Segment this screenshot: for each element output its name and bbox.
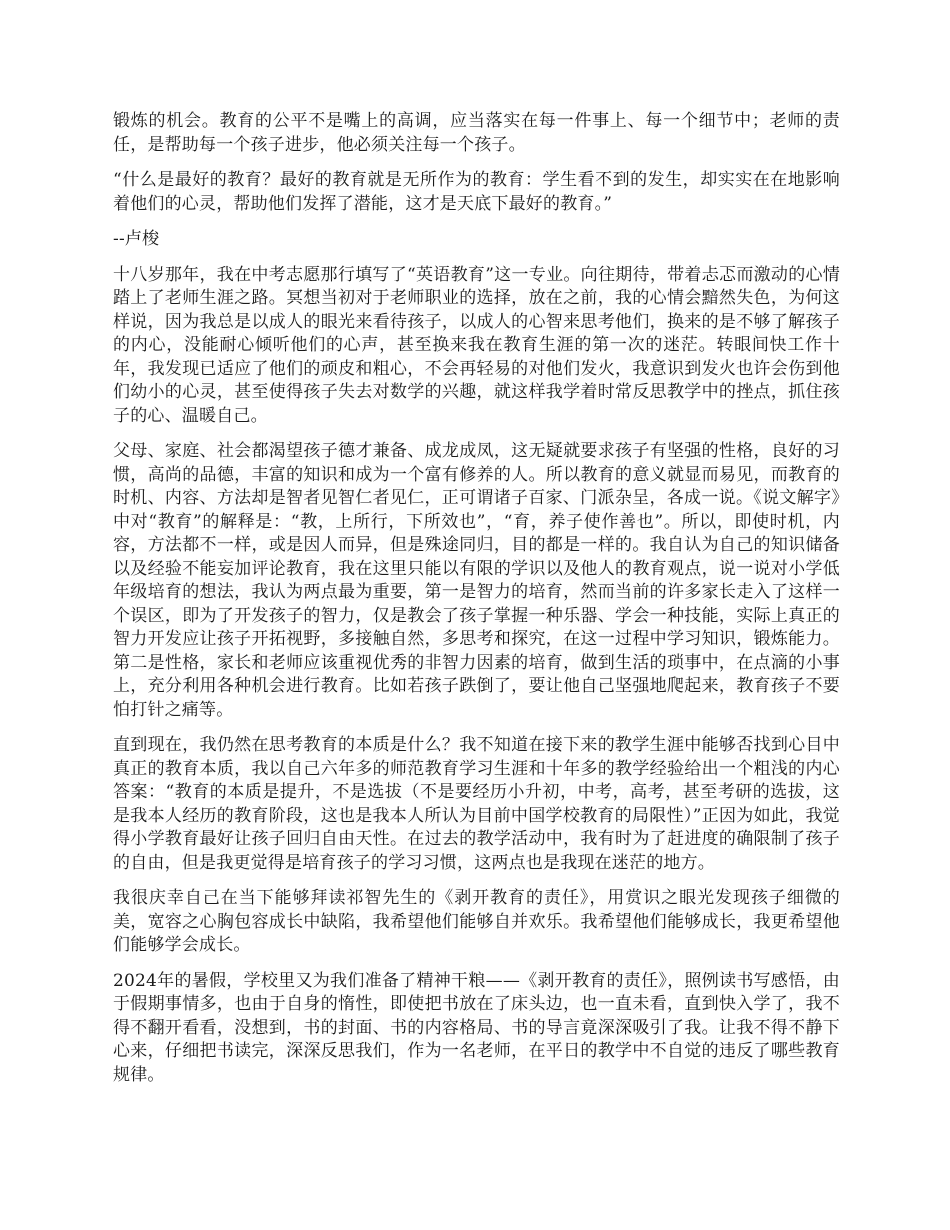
paragraph-education-essence: 直到现在，我仍然在思考教育的本质是什么？我不知道在接下来的教学生涯中能够否找到心目中真正的教育本质，我以自己六年多的师范教育学习生涯和十年多的教学经验给出一个粗浅的内心答案：“教育的本质是提升，不是选拔（不是要经历小升初，中考，高考，甚至考研的选拔，这是我本人经历的教育阶段，这也是我本人所认为目前中国学校教育的局限性）”正因为如此，我觉得小学教育最好让孩子回归自由天性。在过去的教学活动中，我有时为了赶进度的确限制了孩子的自由，但是我更觉得是培育孩子的学习习惯，这两点也是我现在迷茫的地方。 — [113, 735, 840, 873]
paragraph-career-start: 十八岁那年，我在中考志愿那行填写了“英语教育”这一专业。向往期待，带着忐忑而激动的心情踏上了老师生涯之路。冥想当初对于老师职业的选择，放在之前，我的心情会黯然失色，为何这样说，因为我总是以成人的眼光来看待孩子，以成人的心智来思考他们，换来的是不够了解孩子的内心，没能耐心倾听他们的心声，甚至换来我在教育生涯的第一次的迷茫。转眼间快工作十年，我发现已适应了他们的顽皮和粗心，不会再轻易的对他们发火，我意识到发火也许会伤到他们幼小的心灵，甚至使得孩子失去对数学的兴趣，就这样我学着时常反思教学中的挫点，抓住孩子的心、温暖自己。 — [113, 264, 840, 426]
paragraph-gratitude: 我很庆幸自己在当下能够拜读祁智先生的《剥开教育的责任》，用赏识之眼光发现孩子细微的美，宽容之心胸包容成长中缺陷，我希望他们能够自并欢乐。我希望他们能够成长，我更希望他们能够学会成长。 — [113, 888, 840, 955]
paragraph-summer-reading: 2024年的暑假，学校里又为我们准备了精神干粮——《剥开教育的责任》，照例读书写感悟，由于假期事情多，也由于自身的惰性，即使把书放在了床头边，也一直未看，直到快入学了，我不得不翻开看看，没想到，书的封面、书的内容格局、书的导言竟深深吸引了我。让我不得不静下心来，仔细把书读完，深深反思我们，作为一名老师，在平日的教学中不自觉的违反了哪些教育规律。 — [113, 970, 840, 1085]
paragraph-quote: “什么是最好的教育？最好的教育就是无所作为的教育：学生看不到的发生，却实实在在地影响着他们的心灵，帮助他们发挥了潜能，这才是天底下最好的教育。” — [113, 170, 840, 214]
quote-attribution: --卢梭 — [113, 229, 160, 249]
document-body — [113, 110, 840, 1099]
paragraph-opening: 锻炼的机会。教育的公平不是嘴上的高调，应当落实在每一件事上、每一个细节中；老师的责任，是帮助每一个孩子进步，他必须关注每一个孩子。 — [113, 111, 840, 155]
paragraph-education-meaning: 父母、家庭、社会都渴望孩子德才兼备、成龙成凤，这无疑就要求孩子有坚强的性格，良好的习惯，高尚的品德，丰富的知识和成为一个富有修养的人。所以教育的意义就显而易见，而教育的时机、内容、方法却是智者见智仁者见仁，正可谓诸子百家、门派杂呈，各成一说。《说文解字》中对“教育”的解释是：“教，上所行，下所效也”，“育，养子使作善也”。所以，即使时机，内容，方法都不一样，或是因人而异，但是殊途同归，目的都是一样的。我自认为自己的知识储备以及经验不能妄加评论教育，我在这里只能以有限的学识以及他人的教育观点，说一说对小学低年级培育的想法，我认为两点最为重要，第一是智力的培育，然而当前的许多家长走入了这样一个误区，即为了开发孩子的智力，仅是教会了孩子掌握一种乐器、学会一种技能，实际上真正的智力开发应让孩子开拓视野，多接触自然，多思考和探究，在这一过程中学习知识，锻炼能力。第二是性格，家长和老师应该重视优秀的非智力因素的培育，做到生活的琐事中，在点滴的小事上，充分利用各种机会进行教育。比如若孩子跌倒了，要让他自己坚强地爬起来，教育孩子不要怕打针之痛等。 — [113, 441, 840, 720]
